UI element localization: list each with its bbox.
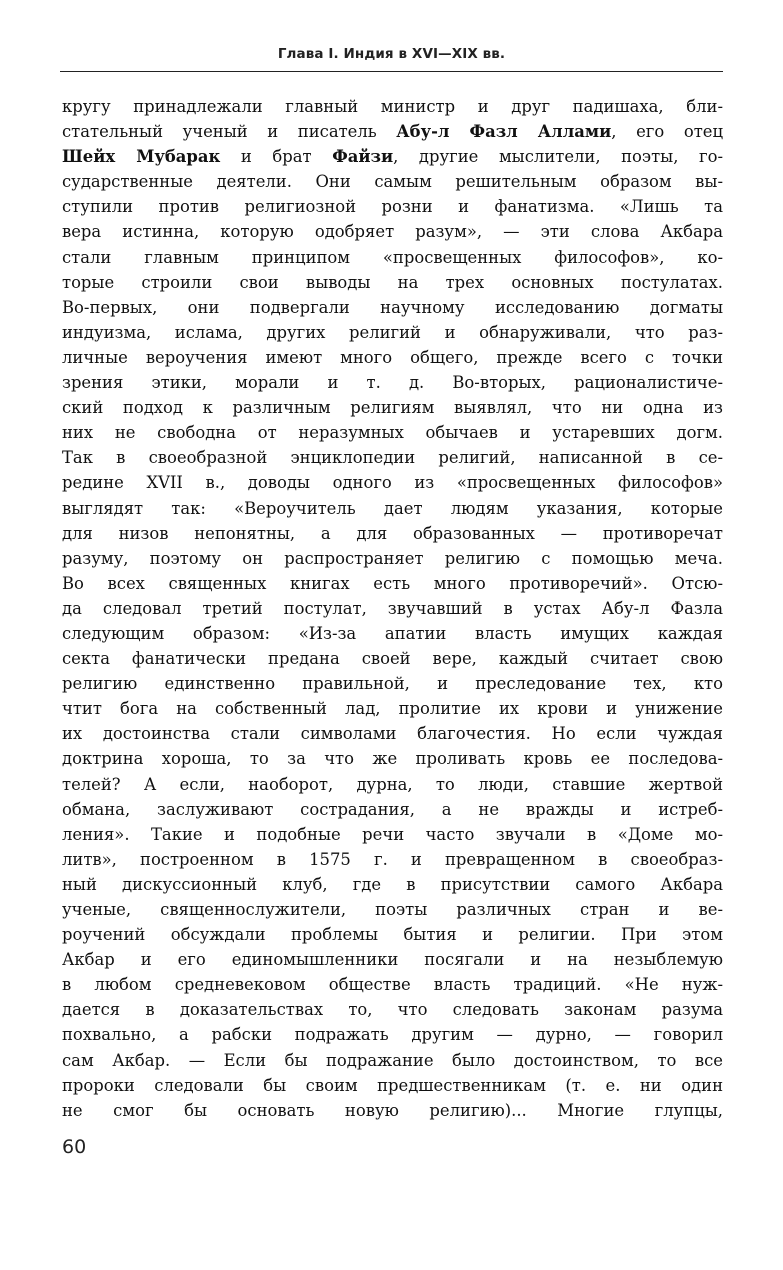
text-line: [62, 94, 723, 119]
text-run: религию единственно правильной, и преследование тех, кто: [62, 674, 723, 694]
bold-name: Абу-л Фазл Аллами: [396, 122, 612, 142]
text-run: стательный ученый и писатель: [62, 122, 397, 142]
text-line: [62, 470, 723, 495]
text-line: [62, 746, 723, 771]
text-run: в любом средневековом обществе власть традиций. «Не нуж-: [62, 975, 723, 995]
text-run: стали главным принципом «просвещенных философов», ко-: [62, 247, 723, 267]
text-run: личные вероучения имеют много общего, прежде всего с точки: [62, 347, 723, 367]
text-line: [62, 1022, 723, 1047]
text-line: [62, 420, 723, 445]
text-run: не смог бы основать новую религию)... Многие глупцы,: [62, 1100, 723, 1120]
text-line: [62, 897, 723, 922]
text-run: Акбар и его единомышленники посягали и на незыблемую: [62, 950, 723, 970]
text-run: для низов непонятны, а для образованных — противоречат: [62, 523, 723, 543]
text-line: [62, 320, 723, 345]
text-run: обмана, заслуживают сострадания, а не вражды и истреб-: [62, 799, 723, 819]
text-run: индуизма, ислама, других религий и обнаруживали, что раз-: [62, 322, 723, 342]
header-rule: [60, 71, 723, 72]
text-line: [62, 922, 723, 947]
text-line: [62, 219, 723, 244]
text-run: их достоинства стали символами благочестия. Но если чуждая: [62, 724, 723, 744]
text-run: них не свободна от неразумных обычаев и устаревших догм.: [62, 423, 723, 443]
text-run: выглядят так: «Вероучитель дает людям указания, которые: [62, 498, 723, 518]
text-run: да следовал третий постулат, звучавший в устах Абу-л Фазла: [62, 598, 723, 618]
text-run: Во-первых, они подвергали научному исследованию догматы: [62, 297, 723, 317]
text-run: сам Акбар. — Если бы подражание было достоинством, то все: [62, 1050, 723, 1070]
text-run: зрения этики, морали и т. д. Во-вторых, рационалистиче-: [62, 373, 723, 393]
text-line: [62, 345, 723, 370]
text-line: [62, 1073, 723, 1098]
text-run: редине XVII в., доводы одного из «просвещенных философов»: [62, 473, 723, 493]
text-run: ученые, священнослужители, поэты различных стран и ве-: [62, 900, 723, 919]
text-run: ный дискуссионный клуб, где в присутствии самого Акбара: [62, 874, 723, 894]
text-line: [62, 947, 723, 972]
text-run: телей? А если, наоборот, дурна, то люди, ставшие жертвой: [62, 774, 723, 794]
text-line: [62, 571, 723, 596]
text-line: [62, 370, 723, 395]
text-line: [62, 997, 723, 1022]
text-run: секта фанатически предана своей вере, каждый считает свою: [62, 649, 723, 669]
text-line: [62, 119, 723, 144]
text-line: [62, 1098, 723, 1123]
running-head: Глава I. Индия в XVI—XIX вв.: [277, 46, 506, 62]
text-line: [62, 847, 723, 872]
text-line: [62, 646, 723, 671]
text-line: [62, 546, 723, 571]
text-run: сударственные деятели. Они самым решительным образом вы-: [62, 172, 723, 192]
text-line: [62, 395, 723, 420]
text-line: [62, 521, 723, 546]
text-run: , его отец: [611, 122, 724, 142]
text-run: разуму, поэтому он распространяет религию с помощью меча.: [62, 548, 723, 568]
text-line: [62, 972, 723, 997]
text-line: [62, 169, 723, 194]
text-line: [62, 445, 723, 470]
text-line: [62, 245, 723, 270]
text-line: [62, 496, 723, 521]
text-line: [62, 696, 723, 721]
text-run: , другие мыслители, поэты, го-: [393, 147, 723, 167]
text-line: [62, 270, 723, 295]
text-line: [62, 596, 723, 621]
text-line: [62, 194, 723, 219]
bold-name: Шейх Мубарак: [62, 147, 221, 167]
body-text: [62, 94, 723, 1123]
text-line: [62, 621, 723, 646]
text-line: [62, 872, 723, 897]
text-line: [62, 671, 723, 696]
text-run: вера истинна, которую одобряет разум», — эти слова Акбара: [62, 222, 723, 242]
text-run: ступили против религиозной розни и фанатизма. «Лишь та: [62, 197, 723, 217]
text-run: литв», построенном в 1575 г. и превращенном в своеобраз-: [62, 849, 723, 869]
text-line: [62, 144, 723, 169]
page-number: 60: [62, 1136, 87, 1158]
text-run: Во всех священных книгах есть много противоречий». Отсю-: [62, 573, 723, 593]
text-run: ский подход к различным религиям выявлял, что ни одна из: [62, 398, 723, 418]
text-run: пророки следовали бы своим предшественникам (т. е. ни один: [62, 1075, 723, 1095]
text-line: [62, 295, 723, 320]
text-run: ления». Такие и подобные речи часто звучали в «Доме мо-: [62, 824, 723, 844]
text-run: дается в доказательствах то, что следовать законам разума: [62, 1000, 723, 1020]
text-run: следующим образом: «Из-за апатии власть имущих каждая: [62, 623, 723, 643]
text-run: кругу принадлежали главный министр и друг падишаха, бли-: [62, 97, 723, 116]
text-run: Так в своеобразной энциклопедии религий, написанной в се-: [62, 448, 723, 468]
text-run: торые строили свои выводы на трех основных постулатах.: [62, 272, 723, 292]
text-line: [62, 797, 723, 822]
bold-name: Файзи: [332, 147, 394, 167]
text-line: [62, 772, 723, 797]
text-run: и брат: [220, 147, 333, 167]
text-run: доктрина хороша, то за что же проливать кровь ее последова-: [62, 749, 723, 769]
text-line: [62, 1048, 723, 1073]
text-run: роучений обсуждали проблемы бытия и религии. При этом: [62, 925, 723, 945]
text-line: [62, 822, 723, 847]
text-line: [62, 721, 723, 746]
text-run: чтит бога на собственный лад, пролитие их крови и унижение: [62, 699, 723, 719]
text-run: похвально, а рабски подражать другим — дурно, — говорил: [62, 1025, 723, 1045]
